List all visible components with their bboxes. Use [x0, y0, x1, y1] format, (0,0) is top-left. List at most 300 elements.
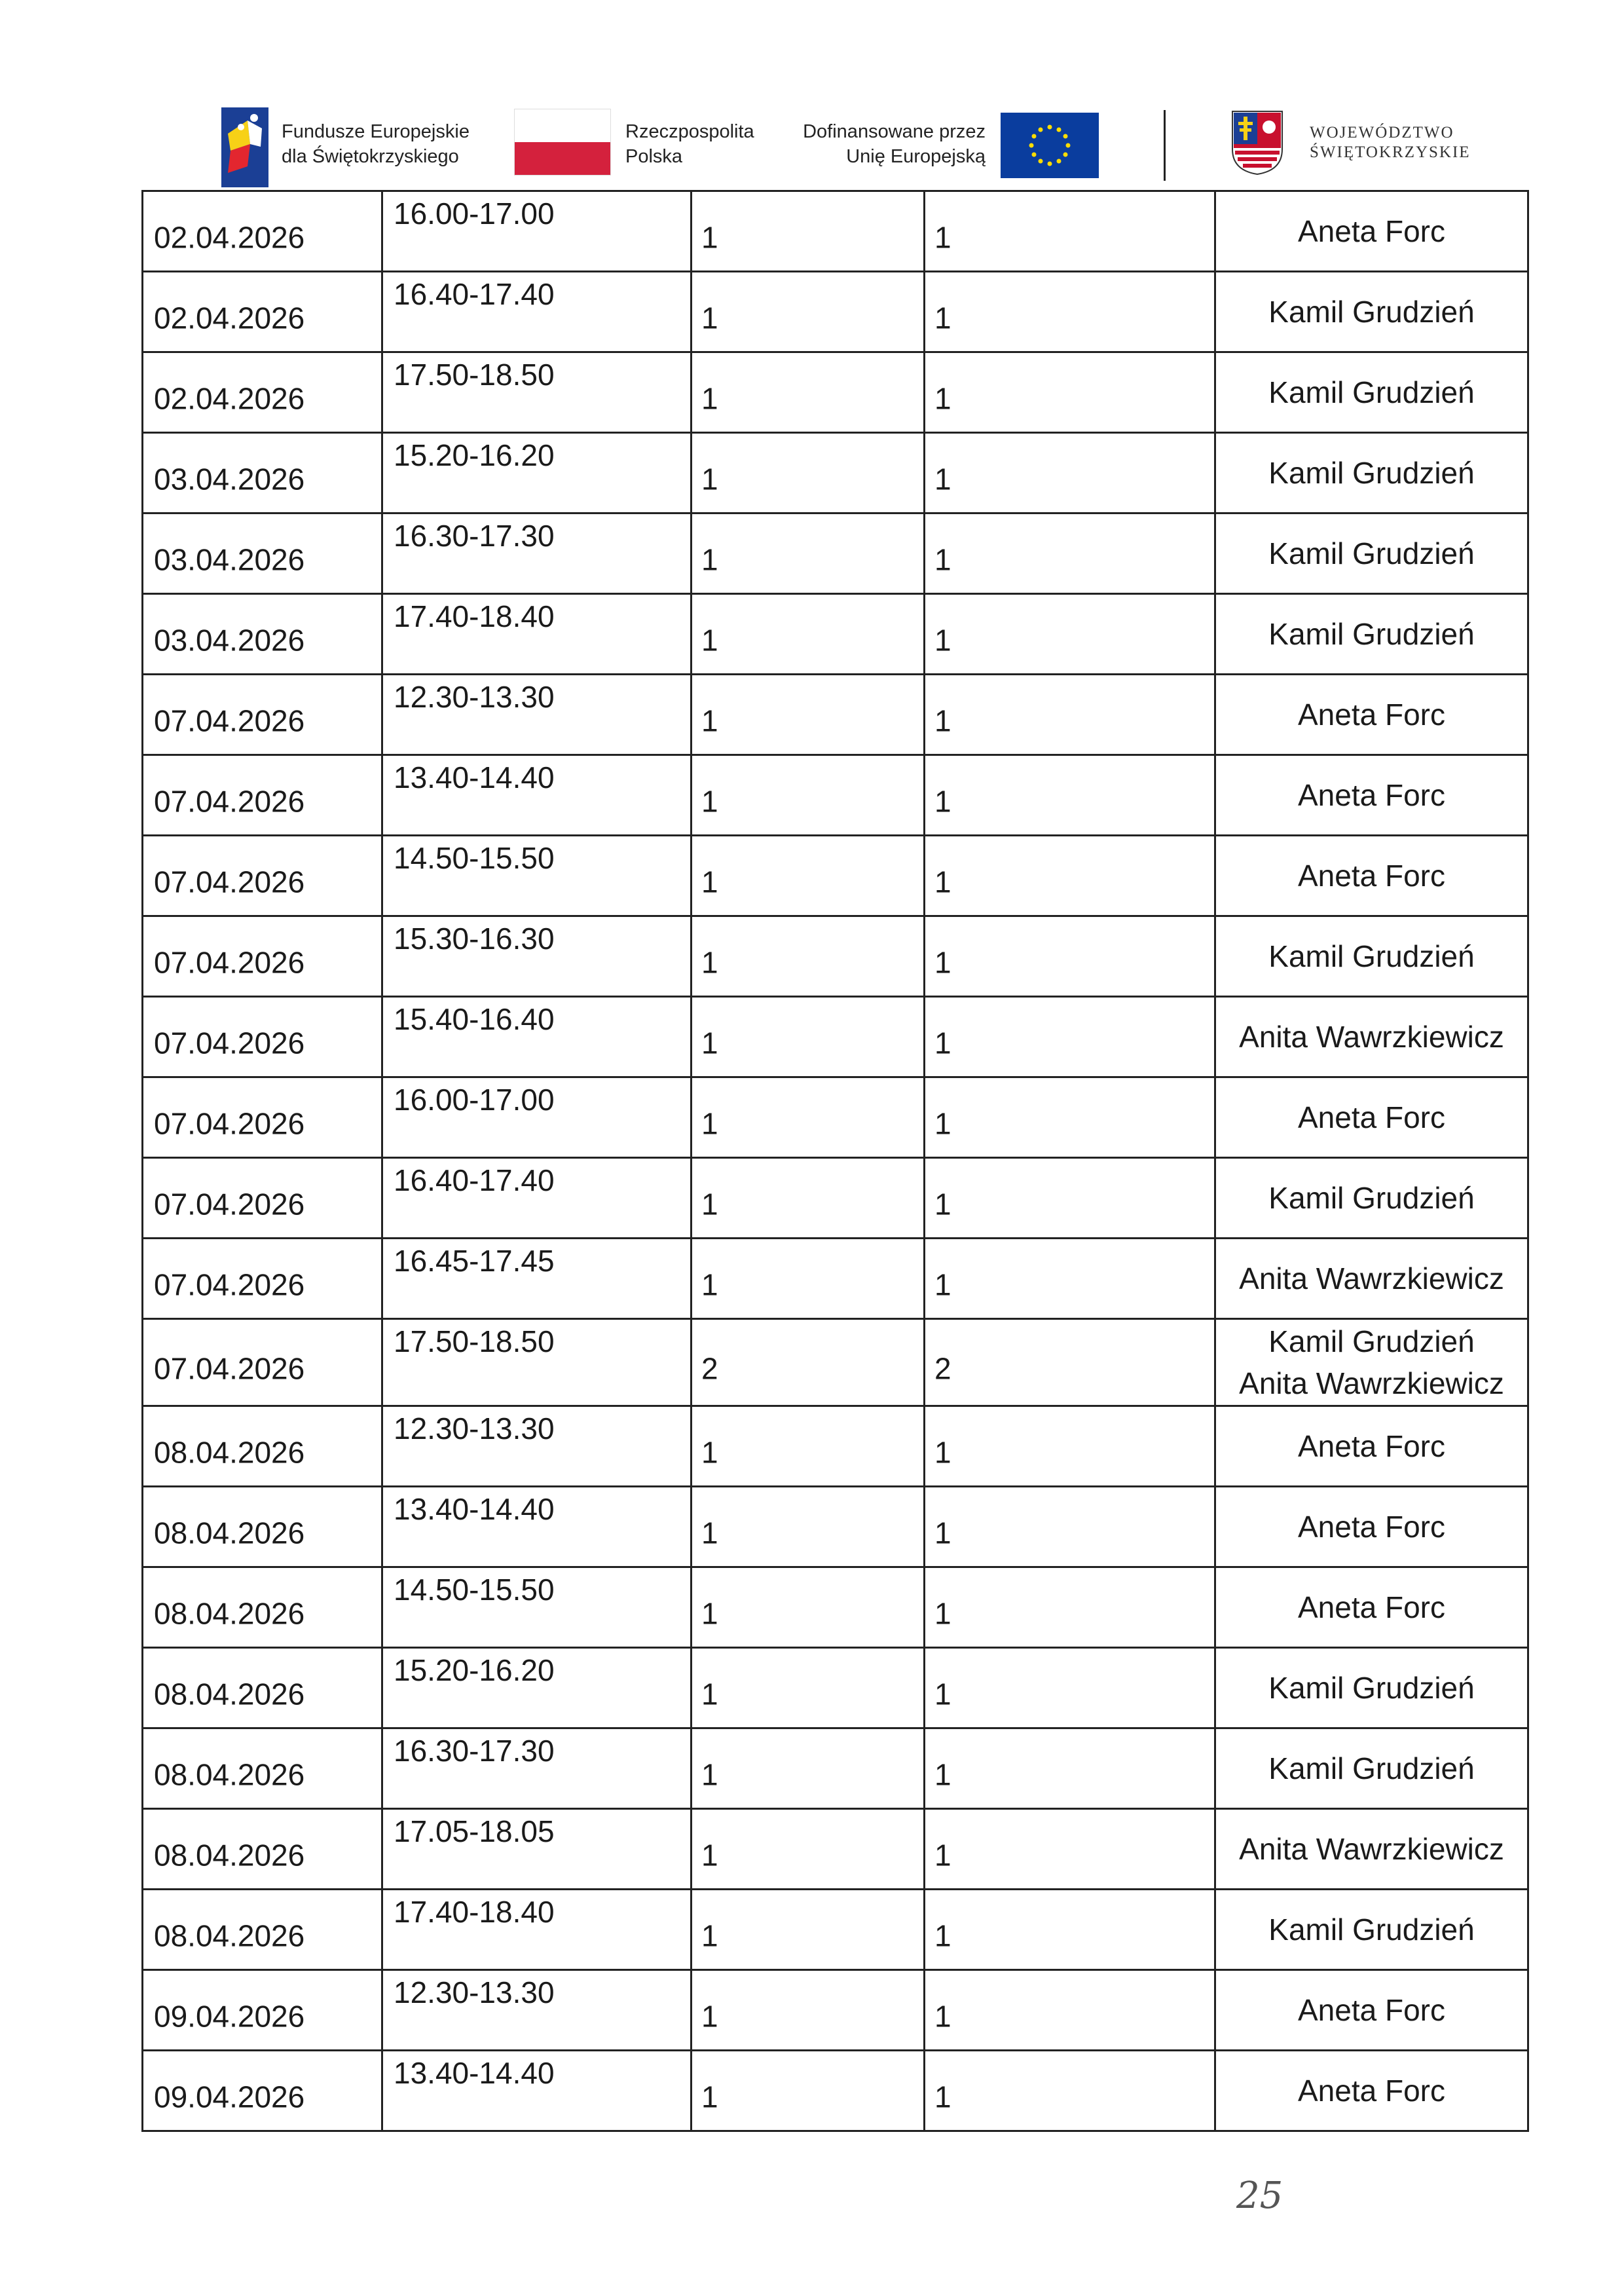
specialist-cell: [1216, 1649, 1529, 1729]
count2-cell: [925, 756, 1216, 836]
table-row: [143, 595, 1529, 675]
count2-cell: [925, 1239, 1216, 1320]
count-value: 1: [701, 1757, 718, 1792]
date-value: 02.04.2026: [154, 220, 305, 255]
time-cell: [383, 434, 692, 514]
time-cell: [383, 1320, 692, 1407]
table-row: [143, 675, 1529, 756]
time-value: 16.45-17.45: [394, 1244, 555, 1278]
count-value: 1: [701, 1838, 718, 1873]
specialist-names: [1216, 532, 1527, 574]
count-cell: [692, 998, 925, 1078]
date-value: 07.04.2026: [154, 865, 305, 899]
count-value: 1: [701, 1918, 718, 1953]
count2-value: 1: [934, 945, 951, 980]
date-cell: [143, 1729, 383, 1810]
date-value: 07.04.2026: [154, 703, 305, 738]
count2-cell: [925, 836, 1216, 917]
count2-cell: [925, 1407, 1216, 1487]
specialist-names: [1216, 1506, 1527, 1548]
time-value: 13.40-14.40: [394, 760, 555, 794]
count2-cell: [925, 917, 1216, 998]
date-value: 08.04.2026: [154, 1435, 305, 1470]
time-value: 12.30-13.30: [394, 680, 555, 714]
specialist-name: Aneta Forc: [1298, 1429, 1445, 1463]
poland-label: [625, 119, 754, 169]
date-cell: [143, 192, 383, 272]
count-cell: [692, 1078, 925, 1159]
count-value: 1: [701, 301, 718, 335]
count2-value: 1: [934, 1026, 951, 1060]
count-value: 1: [701, 1026, 718, 1060]
count-cell: [692, 756, 925, 836]
date-value: 03.04.2026: [154, 542, 305, 577]
count2-cell: [925, 1568, 1216, 1649]
specialist-names: [1216, 1320, 1527, 1404]
date-value: 08.04.2026: [154, 1516, 305, 1550]
count2-value: 1: [934, 542, 951, 577]
time-value: 17.50-18.50: [394, 1324, 555, 1358]
time-value: 12.30-13.30: [394, 1975, 555, 2009]
date-value: 02.04.2026: [154, 301, 305, 335]
count2-cell: [925, 1159, 1216, 1239]
count2-value: 1: [934, 220, 951, 255]
count2-value: 1: [934, 1918, 951, 1953]
logo-bar: [0, 105, 1624, 190]
time-value: 16.30-17.30: [394, 1734, 555, 1768]
count2-value: 1: [934, 1838, 951, 1873]
specialist-name: Anita Wawrzkiewicz: [1239, 1261, 1504, 1296]
specialist-name: Aneta Forc: [1298, 859, 1445, 893]
date-value: 09.04.2026: [154, 2080, 305, 2114]
voivodeship-label: [1310, 123, 1471, 162]
count2-cell: [925, 2051, 1216, 2132]
specialist-cell: [1216, 1568, 1529, 1649]
date-cell: [143, 514, 383, 595]
time-value: 16.30-17.30: [394, 519, 555, 553]
specialist-name: Aneta Forc: [1298, 1100, 1445, 1134]
specialist-name: Kamil Grudzień: [1268, 375, 1475, 409]
specialist-cell: [1216, 2051, 1529, 2132]
count2-cell: [925, 998, 1216, 1078]
specialist-name: Kamil Grudzień: [1268, 1181, 1475, 1215]
count2-value: 1: [934, 2080, 951, 2114]
poland-line1: Rzeczpospolita: [625, 121, 754, 142]
count2-value: 1: [934, 381, 951, 416]
time-cell: [383, 192, 692, 272]
time-cell: [383, 1568, 692, 1649]
date-cell: [143, 675, 383, 756]
date-cell: [143, 595, 383, 675]
time-cell: [383, 595, 692, 675]
poland-flag-icon: [514, 109, 611, 176]
time-value: 14.50-15.50: [394, 1573, 555, 1607]
specialist-names: [1216, 1909, 1527, 1950]
count-value: 1: [701, 945, 718, 980]
specialist-cell: [1216, 998, 1529, 1078]
specialist-cell: [1216, 1890, 1529, 1971]
count2-value: 1: [934, 623, 951, 658]
specialist-cell: [1216, 192, 1529, 272]
count2-value: 1: [934, 1999, 951, 2034]
table-row: [143, 514, 1529, 595]
table-row: [143, 1649, 1529, 1729]
count2-cell: [925, 1487, 1216, 1568]
specialist-cell: [1216, 514, 1529, 595]
count-cell: [692, 1487, 925, 1568]
time-cell: [383, 1890, 692, 1971]
time-cell: [383, 1159, 692, 1239]
specialist-name-2: Anita Wawrzkiewicz: [1239, 1366, 1504, 1400]
count-cell: [692, 1407, 925, 1487]
date-value: 07.04.2026: [154, 1026, 305, 1060]
count-cell: [692, 353, 925, 434]
date-value: 08.04.2026: [154, 1918, 305, 1953]
specialist-cell: [1216, 1320, 1529, 1407]
time-value: 15.40-16.40: [394, 1002, 555, 1036]
count-cell: [692, 272, 925, 353]
time-cell: [383, 2051, 692, 2132]
date-value: 07.04.2026: [154, 945, 305, 980]
time-value: 17.05-18.05: [394, 1814, 555, 1848]
date-cell: [143, 1568, 383, 1649]
specialist-name: Kamil Grudzień: [1268, 1912, 1475, 1947]
time-value: 17.40-18.40: [394, 599, 555, 633]
specialist-names: [1216, 291, 1527, 333]
count-cell: [692, 514, 925, 595]
time-cell: [383, 756, 692, 836]
specialist-names: [1216, 1096, 1527, 1138]
time-cell: [383, 272, 692, 353]
count-cell: [692, 1320, 925, 1407]
count2-value: 1: [934, 703, 951, 738]
time-cell: [383, 1649, 692, 1729]
count-cell: [692, 595, 925, 675]
table-row: [143, 1971, 1529, 2051]
count2-cell: [925, 1971, 1216, 2051]
specialist-names: [1216, 1747, 1527, 1789]
specialist-cell: [1216, 353, 1529, 434]
count2-value: 1: [934, 1267, 951, 1302]
date-value: 07.04.2026: [154, 1187, 305, 1222]
time-value: 12.30-13.30: [394, 1411, 555, 1446]
count-value: 1: [701, 1596, 718, 1631]
specialist-names: [1216, 774, 1527, 816]
specialist-names: [1216, 855, 1527, 897]
date-cell: [143, 836, 383, 917]
time-cell: [383, 1729, 692, 1810]
voivodeship-crest-icon: [1231, 110, 1283, 176]
count-value: 1: [701, 1999, 718, 2034]
time-value: 16.00-17.00: [394, 196, 555, 231]
date-value: 07.04.2026: [154, 1106, 305, 1141]
count2-value: 1: [934, 784, 951, 819]
count2-cell: [925, 353, 1216, 434]
table-row: [143, 917, 1529, 998]
specialist-names: [1216, 452, 1527, 494]
count2-cell: [925, 675, 1216, 756]
time-cell: [383, 1239, 692, 1320]
time-cell: [383, 1810, 692, 1890]
specialist-cell: [1216, 1078, 1529, 1159]
specialist-name: Aneta Forc: [1298, 1510, 1445, 1544]
count-value: 1: [701, 1435, 718, 1470]
date-cell: [143, 2051, 383, 2132]
table-row: [143, 272, 1529, 353]
specialist-name: Aneta Forc: [1298, 1590, 1445, 1624]
specialist-cell: [1216, 272, 1529, 353]
date-cell: [143, 1890, 383, 1971]
specialist-cell: [1216, 836, 1529, 917]
specialist-name: Kamil Grudzień: [1268, 295, 1475, 329]
table-row: [143, 434, 1529, 514]
schedule-table: [141, 190, 1529, 2132]
logo-divider: [1164, 110, 1166, 181]
date-cell: [143, 917, 383, 998]
time-cell: [383, 1078, 692, 1159]
specialist-name: Kamil Grudzień: [1268, 1751, 1475, 1785]
european-funds-label: [282, 119, 470, 169]
date-cell: [143, 1159, 383, 1239]
count-value: 1: [701, 381, 718, 416]
count2-cell: [925, 192, 1216, 272]
count2-value: 1: [934, 1187, 951, 1222]
count2-value: 1: [934, 301, 951, 335]
count2-cell: [925, 434, 1216, 514]
specialist-names: [1216, 1258, 1527, 1299]
count-cell: [692, 1568, 925, 1649]
date-cell: [143, 1487, 383, 1568]
count2-value: 1: [934, 865, 951, 899]
date-cell: [143, 272, 383, 353]
date-cell: [143, 1239, 383, 1320]
date-value: 07.04.2026: [154, 784, 305, 819]
specialist-name: Aneta Forc: [1298, 2074, 1445, 2108]
table-row: [143, 836, 1529, 917]
specialist-names: [1216, 1667, 1527, 1709]
specialist-name: Anita Wawrzkiewicz: [1239, 1832, 1504, 1866]
specialist-cell: [1216, 1729, 1529, 1810]
count-cell: [692, 192, 925, 272]
count2-value: 1: [934, 1516, 951, 1550]
count-cell: [692, 1159, 925, 1239]
specialist-names: [1216, 1828, 1527, 1870]
count-value: 1: [701, 462, 718, 496]
count-cell: [692, 1971, 925, 2051]
count2-cell: [925, 514, 1216, 595]
specialist-names: [1216, 694, 1527, 736]
specialist-names: [1216, 613, 1527, 655]
time-value: 16.40-17.40: [394, 1163, 555, 1197]
count-value: 1: [701, 2080, 718, 2114]
specialist-name: Aneta Forc: [1298, 214, 1445, 248]
specialist-names: [1216, 2070, 1527, 2112]
date-cell: [143, 756, 383, 836]
specialist-name: Kamil Grudzień: [1268, 1671, 1475, 1705]
time-value: 15.20-16.20: [394, 1653, 555, 1687]
date-cell: [143, 1810, 383, 1890]
count2-value: 1: [934, 1596, 951, 1631]
time-cell: [383, 1407, 692, 1487]
specialist-cell: [1216, 756, 1529, 836]
specialist-name: Aneta Forc: [1298, 778, 1445, 812]
date-cell: [143, 1407, 383, 1487]
specialist-name: Aneta Forc: [1298, 1993, 1445, 2027]
table-row: [143, 1078, 1529, 1159]
count2-value: 1: [934, 1435, 951, 1470]
voivodeship-line1: WOJEWÓDZTWO: [1310, 124, 1454, 141]
count-cell: [692, 1810, 925, 1890]
time-value: 13.40-14.40: [394, 2056, 555, 2090]
count-cell: [692, 1890, 925, 1971]
specialist-cell: [1216, 1971, 1529, 2051]
table-row: [143, 1890, 1529, 1971]
date-value: 09.04.2026: [154, 1999, 305, 2034]
poland-line2: Polska: [625, 146, 683, 167]
date-value: 03.04.2026: [154, 623, 305, 658]
count2-cell: [925, 595, 1216, 675]
count-value: 1: [701, 1677, 718, 1711]
count-value: 1: [701, 703, 718, 738]
specialist-name: Kamil Grudzień: [1268, 1324, 1475, 1358]
date-value: 08.04.2026: [154, 1838, 305, 1873]
count-cell: [692, 1729, 925, 1810]
voivodeship-line2: ŚWIĘTOKRZYSKIE: [1310, 143, 1471, 161]
table-row: [143, 1810, 1529, 1890]
table-row: [143, 353, 1529, 434]
specialist-name: Kamil Grudzień: [1268, 939, 1475, 973]
date-value: 03.04.2026: [154, 462, 305, 496]
specialist-cell: [1216, 1239, 1529, 1320]
time-value: 16.40-17.40: [394, 277, 555, 311]
table-row: [143, 998, 1529, 1078]
count-value: 1: [701, 1267, 718, 1302]
table-row: [143, 1159, 1529, 1239]
count2-value: 1: [934, 1106, 951, 1141]
count2-cell: [925, 1810, 1216, 1890]
date-cell: [143, 1649, 383, 1729]
table-row: [143, 192, 1529, 272]
specialist-names: [1216, 1177, 1527, 1219]
count-value: 1: [701, 623, 718, 658]
table-row: [143, 1320, 1529, 1407]
date-value: 08.04.2026: [154, 1757, 305, 1792]
specialist-cell: [1216, 434, 1529, 514]
specialist-names: [1216, 1989, 1527, 2031]
time-cell: [383, 1971, 692, 2051]
time-value: 15.30-16.30: [394, 922, 555, 956]
table-row: [143, 1568, 1529, 1649]
specialist-names: [1216, 1425, 1527, 1467]
count2-cell: [925, 1320, 1216, 1407]
count-value: 1: [701, 220, 718, 255]
count-cell: [692, 1649, 925, 1729]
date-cell: [143, 998, 383, 1078]
specialist-names: [1216, 1586, 1527, 1628]
count2-value: 1: [934, 1757, 951, 1792]
count-value: 1: [701, 1187, 718, 1222]
count-cell: [692, 675, 925, 756]
time-value: 17.50-18.50: [394, 358, 555, 392]
count-cell: [692, 2051, 925, 2132]
count-value: 2: [701, 1351, 718, 1386]
count-value: 1: [701, 865, 718, 899]
date-cell: [143, 1320, 383, 1407]
time-cell: [383, 836, 692, 917]
count-cell: [692, 836, 925, 917]
date-value: 08.04.2026: [154, 1596, 305, 1631]
count2-cell: [925, 1078, 1216, 1159]
specialist-cell: [1216, 595, 1529, 675]
specialist-name: Kamil Grudzień: [1268, 617, 1475, 651]
european-funds-line1: Fundusze Europejskie: [282, 121, 470, 142]
time-cell: [383, 675, 692, 756]
specialist-names: [1216, 371, 1527, 413]
european-funds-line2: dla Świętokrzyskiego: [282, 146, 459, 167]
count2-cell: [925, 1890, 1216, 1971]
eu-flag-icon: [1001, 113, 1099, 178]
table-row: [143, 2051, 1529, 2132]
page-number: 25: [1236, 2174, 1283, 2217]
date-value: 07.04.2026: [154, 1267, 305, 1302]
specialist-names: [1216, 935, 1527, 977]
date-cell: [143, 1078, 383, 1159]
count-value: 1: [701, 542, 718, 577]
specialist-name: Aneta Forc: [1298, 698, 1445, 732]
specialist-names: [1216, 210, 1527, 252]
time-value: 14.50-15.50: [394, 841, 555, 875]
date-cell: [143, 353, 383, 434]
count-cell: [692, 917, 925, 998]
european-funds-emblem-icon: [221, 107, 268, 187]
count-value: 1: [701, 784, 718, 819]
eu-cofunded-label: [766, 119, 986, 169]
specialist-name: Kamil Grudzień: [1268, 456, 1475, 490]
eu-line2: Unię Europejską: [846, 146, 986, 167]
specialist-cell: [1216, 675, 1529, 756]
date-value: 02.04.2026: [154, 381, 305, 416]
specialist-name: Anita Wawrzkiewicz: [1239, 1020, 1504, 1054]
specialist-cell: [1216, 1810, 1529, 1890]
time-value: 16.00-17.00: [394, 1083, 555, 1117]
time-value: 15.20-16.20: [394, 438, 555, 472]
count2-cell: [925, 1649, 1216, 1729]
time-value: 13.40-14.40: [394, 1492, 555, 1526]
specialist-name: Kamil Grudzień: [1268, 536, 1475, 570]
table-row: [143, 1407, 1529, 1487]
table-row: [143, 1729, 1529, 1810]
count2-cell: [925, 272, 1216, 353]
count-value: 1: [701, 1516, 718, 1550]
date-value: 07.04.2026: [154, 1351, 305, 1386]
count2-value: 1: [934, 462, 951, 496]
count2-value: 2: [934, 1351, 951, 1386]
time-cell: [383, 353, 692, 434]
eu-line1: Dofinansowane przez: [803, 121, 986, 142]
date-cell: [143, 434, 383, 514]
time-cell: [383, 514, 692, 595]
table-row: [143, 1487, 1529, 1568]
specialist-names: [1216, 1016, 1527, 1058]
count-value: 1: [701, 1106, 718, 1141]
specialist-cell: [1216, 1407, 1529, 1487]
count-cell: [692, 434, 925, 514]
count2-cell: [925, 1729, 1216, 1810]
time-value: 17.40-18.40: [394, 1895, 555, 1929]
time-cell: [383, 1487, 692, 1568]
specialist-cell: [1216, 917, 1529, 998]
table-row: [143, 1239, 1529, 1320]
